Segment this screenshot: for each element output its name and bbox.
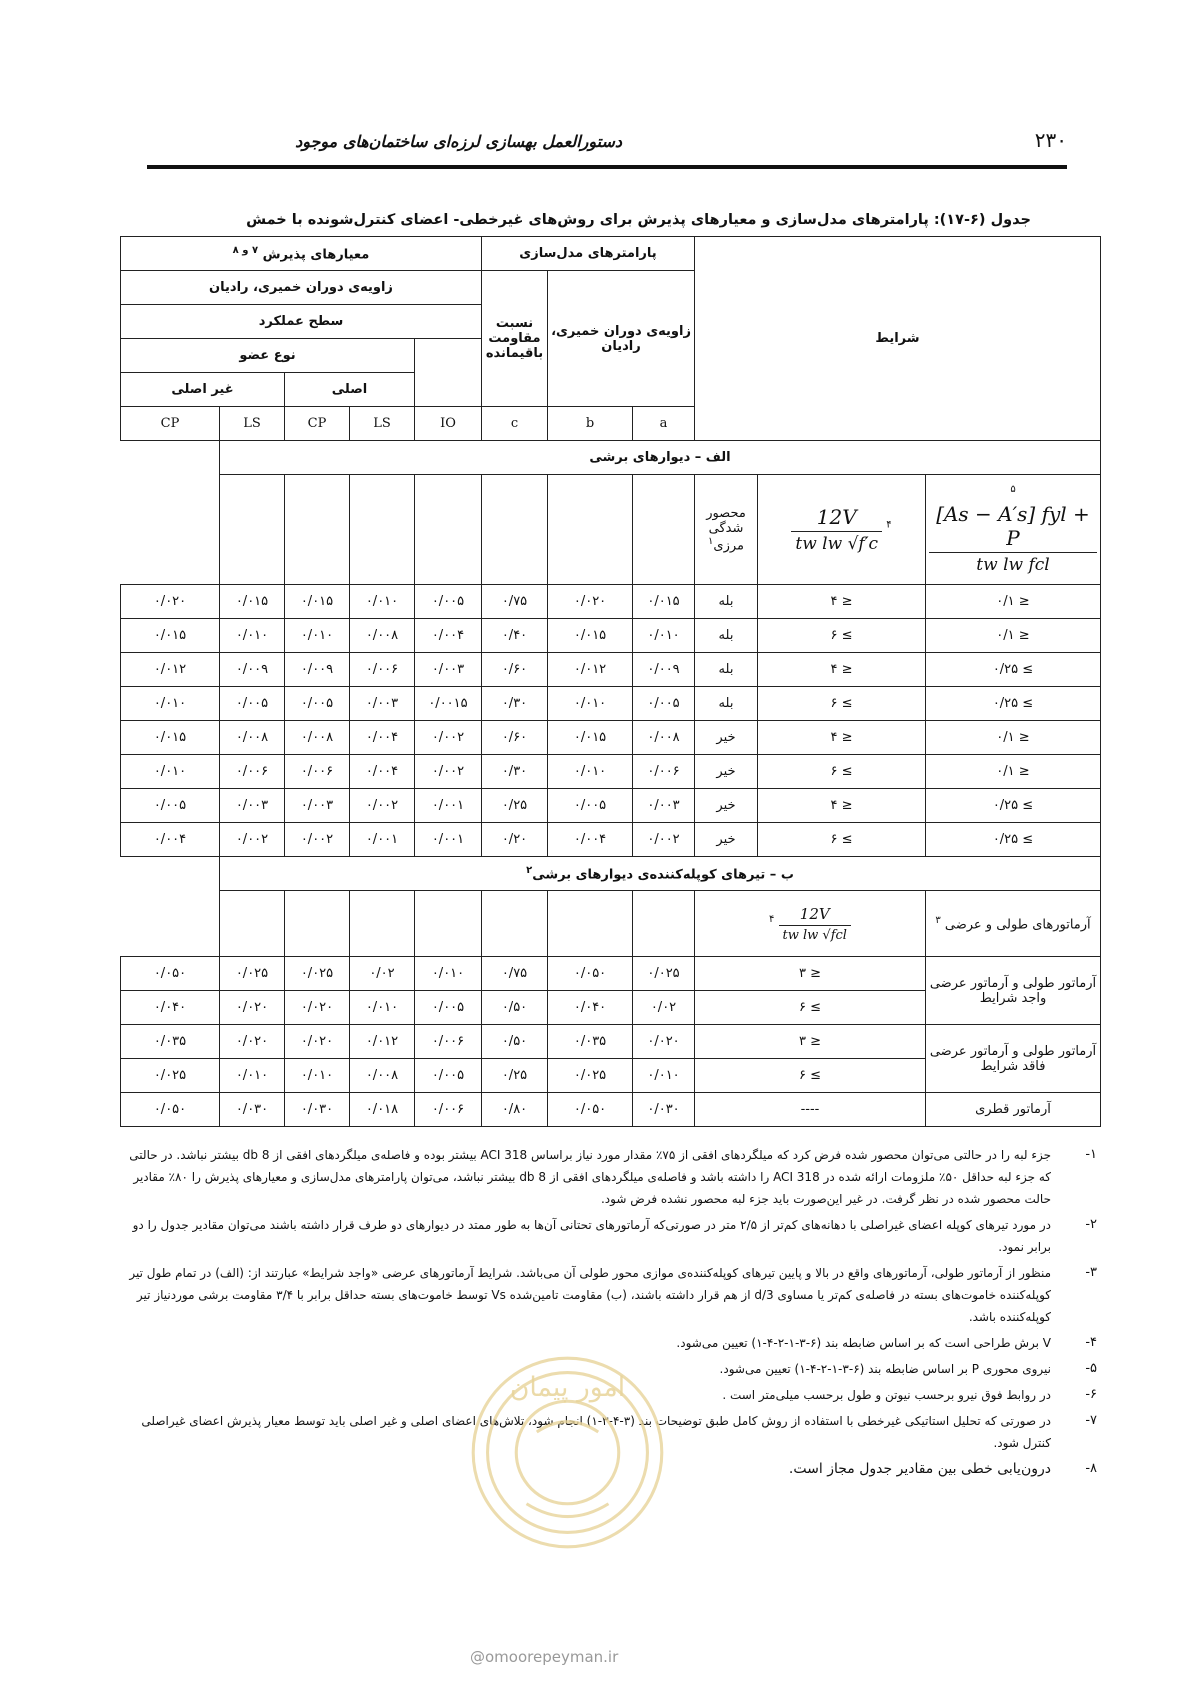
value-cell-io: ۰/۰۰۲ xyxy=(414,755,481,789)
value-cell-a: ۰/۰۲۰ xyxy=(633,1025,695,1059)
reinforcement-header xyxy=(926,891,1101,957)
value-cell-ls1: ۰/۰۰۱ xyxy=(349,823,414,857)
value-cell-ls1: ۰/۰۰۳ xyxy=(349,687,414,721)
value-cell-c: ۰/۳۰ xyxy=(481,687,547,721)
confined-cell: خیر xyxy=(695,755,758,789)
table-row xyxy=(121,1093,1101,1127)
shear-ratio-cell: ≤ ۳ xyxy=(695,1025,926,1059)
shear-ratio-cell: ≥ ۶ xyxy=(758,619,926,653)
shear-ratio-cell: ≥ ۶ xyxy=(758,755,926,789)
value-cell-b: ۰/۰۱۲ xyxy=(548,653,633,687)
footnote-text: منظور از آرماتور طولی، آرماتورهای واقع در بالا و پایین تیرهای کوپله‌کننده‌ی موازی محور طولی آن می‌باشد. شرایط آرماتورهای عرضی «واجد شرایط» عبارتند از: (الف) در تمام طول تیر کوپله‌کننده خاموت‌های بسته در فاصله‌ی کم‌تر یا مساوی d/3 از هم قرار داشته باشند، (ب) مقاومت تامین‌شده Vs توسط خاموت‌های بسته حداقل برابر با ۳/۴ مقاومت برشی موردنیاز تیر کوپله‌کننده باشد. xyxy=(129,1266,1051,1324)
value-cell-cp2: ۰/۰۴۰ xyxy=(121,991,220,1025)
shear-ratio-cell: ≥ ۶ xyxy=(695,1059,926,1093)
seal-text: امور پیمان xyxy=(509,1372,626,1404)
footnote-text: نیروی محوری P بر اساس ضابطه بند (۶-۳-۱-۲-۴-۱) تعیین می‌شود. xyxy=(719,1362,1051,1376)
formula3-note: ۴ xyxy=(769,913,775,925)
value-cell-a: ۰/۰۲ xyxy=(633,991,695,1025)
value-cell-ls2: ۰/۰۲۰ xyxy=(219,991,284,1025)
section-b-title xyxy=(219,857,1100,891)
value-cell-b: ۰/۰۳۵ xyxy=(548,1025,633,1059)
value-cell-ls1: ۰/۰۰۸ xyxy=(349,619,414,653)
table-caption: جدول (۶-۱۷): پارامترهای مدل‌سازی و معیارهای پذیرش برای روش‌های غیرخطی- اعضای کنترل‌شونده با خمش xyxy=(246,212,1031,228)
col-io: IO xyxy=(414,407,481,441)
value-cell-cp1: ۰/۰۲۰ xyxy=(284,991,349,1025)
value-cell-a: ۰/۰۱۰ xyxy=(633,1059,695,1093)
value-cell-cp2: ۰/۰۵۰ xyxy=(121,957,220,991)
col-c: c xyxy=(481,407,547,441)
header-rule xyxy=(147,165,1067,169)
formula3-numerator: 12V xyxy=(779,905,851,926)
value-cell-ls1: ۰/۰۲ xyxy=(349,957,414,991)
confined-cell: بله xyxy=(695,653,758,687)
value-cell-b: ۰/۰۰۴ xyxy=(548,823,633,857)
value-cell-c: ۰/۵۰ xyxy=(481,991,547,1025)
table-row xyxy=(121,957,1101,991)
value-cell-a: ۰/۰۲۵ xyxy=(633,957,695,991)
value-cell-ls1: ۰/۰۱۲ xyxy=(349,1025,414,1059)
footnote-text: در مورد تیرهای کوپله اعضای غیراصلی با دهانه‌های کم‌تر از ۲/۵ متر در صورتی‌که آرماتورهای تحتانی آن‌ها به طور ممتد در دیوارهای دو طرف قرار داشته باشند می‌توان مقادیر جدول را دو برابر نمود. xyxy=(132,1218,1051,1254)
page-header xyxy=(147,128,1067,170)
value-cell-cp1: ۰/۰۰۳ xyxy=(284,789,349,823)
value-cell-cp1: ۰/۰۲۵ xyxy=(284,957,349,991)
shear-ratio-formula xyxy=(758,475,926,585)
value-cell-c: ۰/۵۰ xyxy=(481,1025,547,1059)
col-a: a xyxy=(633,407,695,441)
shear-ratio-cell: ≥ ۶ xyxy=(695,991,926,1025)
value-cell-a: ۰/۰۰۶ xyxy=(633,755,695,789)
col-cp-secondary: CP xyxy=(121,407,220,441)
footnote-text: در صورتی که تحلیل استاتیکی غیرخطی با استفاده از روش کامل طبق توضیحات بند (۳-۴-۳-۱) انجام شود، تلاش‌های اعضای اصلی و غیر اصلی باید توسط معیار پذیرش اعضای غیراصلی کنترل شود. xyxy=(141,1414,1051,1450)
value-cell-ls2: ۰/۰۱۵ xyxy=(219,585,284,619)
value-cell-b: ۰/۰۲۵ xyxy=(548,1059,633,1093)
value-cell-cp1: ۰/۰۱۰ xyxy=(284,619,349,653)
performance-level-header: سطح عملکرد xyxy=(121,305,482,339)
group-unqualified-label: آرماتور طولی و آرماتور عرضی فاقد شرایط xyxy=(926,1025,1101,1093)
footnote-text: V برش طراحی است که بر اساس ضابطه بند (۶-۳-۱-۲-۴-۱) تعیین می‌شود. xyxy=(676,1336,1051,1350)
conditions-header: شرایط xyxy=(695,237,1101,441)
value-cell-cp2: ۰/۰۱۵ xyxy=(121,721,220,755)
value-cell-ls2: ۰/۰۱۰ xyxy=(219,1059,284,1093)
section-b-note: ۲ xyxy=(526,864,533,876)
footnote-number: ۸- xyxy=(1085,1461,1097,1476)
value-cell-cp1: ۰/۰۳۰ xyxy=(284,1093,349,1127)
table-row xyxy=(121,1025,1101,1059)
value-cell-cp1: ۰/۰۰۹ xyxy=(284,653,349,687)
value-cell-c: ۰/۲۵ xyxy=(481,789,547,823)
residual-strength-header: نسبت مقاومت باقیمانده xyxy=(481,271,547,407)
running-title: دستورالعمل بهسازی لرزه‌ای ساختمان‌های موجود xyxy=(295,132,622,151)
value-cell-io: ۰/۰۰۴ xyxy=(414,619,481,653)
footnote-number: ۱- xyxy=(1085,1147,1097,1162)
value-cell-io: ۰/۰۰۶ xyxy=(414,1093,481,1127)
value-cell-ls2: ۰/۰۰۸ xyxy=(219,721,284,755)
formula1-denominator: tw lw fcl xyxy=(976,554,1050,575)
value-cell-ls1: ۰/۰۱۰ xyxy=(349,585,414,619)
shear-ratio-cell: ≥ ۶ xyxy=(758,823,926,857)
value-cell-ls2: ۰/۰۰۵ xyxy=(219,687,284,721)
confined-label: محصور شدگی مرزی xyxy=(706,505,746,554)
value-cell-io: ۰/۰۰۵ xyxy=(414,585,481,619)
footnote-number: ۳- xyxy=(1085,1265,1097,1280)
value-cell-cp1: ۰/۰۰۸ xyxy=(284,721,349,755)
col-ls-primary: LS xyxy=(349,407,414,441)
section-a-title: الف – دیوارهای برشی xyxy=(219,441,1100,475)
footnote xyxy=(120,1144,1101,1210)
confined-cell: بله xyxy=(695,687,758,721)
formula1-numerator: [As − A′s] fyl + P xyxy=(929,502,1097,553)
axial-ratio-cell: ≥ ۰/۲۵ xyxy=(926,653,1101,687)
value-cell-cp2: ۰/۰۱۲ xyxy=(121,653,220,687)
value-cell-io: ۰/۰۰۱ xyxy=(414,789,481,823)
footnote-number: ۷- xyxy=(1085,1413,1097,1428)
footnote-text: در روابط فوق نیرو برحسب نیوتن و طول برحسب میلی‌متر است . xyxy=(722,1388,1051,1402)
confined-header xyxy=(695,475,758,585)
footnote-number: ۲- xyxy=(1085,1217,1097,1232)
col-cp-primary: CP xyxy=(284,407,349,441)
footnote-number: ۶- xyxy=(1085,1387,1097,1402)
table-row xyxy=(121,653,1101,687)
axial-ratio-formula xyxy=(926,475,1101,585)
value-cell-b: ۰/۰۵۰ xyxy=(548,1093,633,1127)
value-cell-io: ۰/۰۱۰ xyxy=(414,957,481,991)
reinforcement-label: آرماتورهای طولی و عرضی xyxy=(944,917,1091,933)
confined-cell: خیر xyxy=(695,823,758,857)
value-cell-c: ۰/۶۰ xyxy=(481,653,547,687)
shear-ratio-cell: ≤ ۴ xyxy=(758,653,926,687)
axial-ratio-cell: ≤ ۰/۱ xyxy=(926,721,1101,755)
secondary-header: غیر اصلی xyxy=(121,373,285,407)
value-cell-ls1: ۰/۰۱۰ xyxy=(349,991,414,1025)
footnote-text: جزء لبه را در حالتی می‌توان محصور شده فرض کرد که میلگردهای افقی از ۷۵٪ مقدار مورد نیاز براساس ACI 318 بیشتر بوده و فاصله‌ی میلگردهای افقی از 8 db بیشتر نباشد. در حالتی که جزء لبه حداقل ۵۰٪ ملزومات ارائه شده در ACI 318 را داشته باشد و فاصله‌ی میلگردهای افقی از 8 db بیشتر نباشد، می‌توان پارامترهای مدل‌سازی و معیارهای پذیرش را ۸۰٪ مقادیر حالت محصور شده در نظر گرفت. در غیر این‌صورت باید جزء لبه محصور نشده فرض شود. xyxy=(129,1148,1051,1206)
shear-ratio-cell: ≥ ۶ xyxy=(758,687,926,721)
reinforcement-note: ۳ xyxy=(935,914,941,926)
axial-ratio-cell: ≥ ۰/۲۵ xyxy=(926,823,1101,857)
axial-ratio-cell: ≤ ۰/۱ xyxy=(926,585,1101,619)
value-cell-b: ۰/۰۱۰ xyxy=(548,687,633,721)
value-cell-a: ۰/۰۰۲ xyxy=(633,823,695,857)
axial-ratio-cell: ≤ ۰/۱ xyxy=(926,755,1101,789)
value-cell-ls1: ۰/۰۰۸ xyxy=(349,1059,414,1093)
footnote-text: درون‌یابی خطی بین مقادیر جدول مجاز است. xyxy=(788,1461,1051,1477)
coupling-shear-formula xyxy=(695,891,926,957)
criteria-table xyxy=(120,236,1101,1127)
footnote-number: ۵- xyxy=(1085,1361,1097,1376)
confined-cell: بله xyxy=(695,585,758,619)
value-cell-io: ۰/۰۰۵ xyxy=(414,991,481,1025)
value-cell-ls2: ۰/۰۰۲ xyxy=(219,823,284,857)
value-cell-io: ۰/۰۰۲ xyxy=(414,721,481,755)
value-cell-io: ۰/۰۰۵ xyxy=(414,1059,481,1093)
value-cell-b: ۰/۰۱۰ xyxy=(548,755,633,789)
value-cell-c: ۰/۷۵ xyxy=(481,957,547,991)
value-cell-a: ۰/۰۰۳ xyxy=(633,789,695,823)
value-cell-cp1: ۰/۰۱۰ xyxy=(284,1059,349,1093)
value-cell-ls1: ۰/۰۰۴ xyxy=(349,755,414,789)
value-cell-c: ۰/۳۰ xyxy=(481,755,547,789)
value-cell-c: ۰/۴۰ xyxy=(481,619,547,653)
value-cell-cp2: ۰/۰۱۰ xyxy=(121,755,220,789)
value-cell-a: ۰/۰۰۵ xyxy=(633,687,695,721)
publisher-seal-watermark xyxy=(465,1350,670,1555)
value-cell-b: ۰/۰۰۵ xyxy=(548,789,633,823)
shear-ratio-cell: ≤ ۴ xyxy=(758,789,926,823)
section-b-rows xyxy=(121,957,1101,1127)
value-cell-a: ۰/۰۳۰ xyxy=(633,1093,695,1127)
value-cell-io: ۰/۰۰۱ xyxy=(414,823,481,857)
shear-ratio-cell: ---- xyxy=(695,1093,926,1127)
value-cell-a: ۰/۰۰۸ xyxy=(633,721,695,755)
value-cell-cp2: ۰/۰۰۴ xyxy=(121,823,220,857)
formula2-numerator: 12V xyxy=(791,505,882,532)
table-row xyxy=(121,823,1101,857)
value-cell-b: ۰/۰۴۰ xyxy=(548,991,633,1025)
value-cell-ls2: ۰/۰۰۳ xyxy=(219,789,284,823)
value-cell-ls1: ۰/۰۰۲ xyxy=(349,789,414,823)
value-cell-c: ۰/۶۰ xyxy=(481,721,547,755)
value-cell-cp2: ۰/۰۳۵ xyxy=(121,1025,220,1059)
shear-ratio-cell: ≤ ۴ xyxy=(758,721,926,755)
value-cell-b: ۰/۰۲۰ xyxy=(548,585,633,619)
table-row xyxy=(121,619,1101,653)
axial-ratio-cell: ≥ ۰/۲۵ xyxy=(926,687,1101,721)
confined-cell: خیر xyxy=(695,721,758,755)
footnote-number: ۴- xyxy=(1085,1335,1097,1350)
value-cell-b: ۰/۰۵۰ xyxy=(548,957,633,991)
table-row xyxy=(121,721,1101,755)
group-qualified-label: آرماتور طولی و آرماتور عرضی واجد شرایط xyxy=(926,957,1101,1025)
formula2-denominator: tw lw √f′c xyxy=(795,534,879,554)
value-cell-cp1: ۰/۰۰۶ xyxy=(284,755,349,789)
value-cell-a: ۰/۰۱۰ xyxy=(633,619,695,653)
value-cell-a: ۰/۰۱۵ xyxy=(633,585,695,619)
formula1-note: ۵ xyxy=(1010,484,1016,496)
table-row xyxy=(121,789,1101,823)
plastic-rotation-header: زاویه‌ی دوران خمیری، رادیان xyxy=(548,271,695,407)
value-cell-ls1: ۰/۰۰۴ xyxy=(349,721,414,755)
shear-ratio-cell: ≤ ۳ xyxy=(695,957,926,991)
confined-cell: خیر xyxy=(695,789,758,823)
value-cell-cp1: ۰/۰۰۵ xyxy=(284,687,349,721)
diagonal-label: آرماتور قطری xyxy=(926,1093,1101,1127)
confined-note: ۱ xyxy=(708,535,714,547)
value-cell-ls2: ۰/۰۰۹ xyxy=(219,653,284,687)
value-cell-cp2: ۰/۰۵۰ xyxy=(121,1093,220,1127)
value-cell-c: ۰/۲۵ xyxy=(481,1059,547,1093)
value-cell-cp2: ۰/۰۲۰ xyxy=(121,585,220,619)
value-cell-b: ۰/۰۱۵ xyxy=(548,721,633,755)
formula2-note: ۴ xyxy=(886,519,892,531)
shear-ratio-cell: ≤ ۴ xyxy=(758,585,926,619)
value-cell-a: ۰/۰۰۹ xyxy=(633,653,695,687)
page-number: ۲۳۰ xyxy=(1034,128,1067,152)
footnote xyxy=(120,1214,1101,1258)
table-row xyxy=(121,687,1101,721)
value-cell-ls1: ۰/۰۱۸ xyxy=(349,1093,414,1127)
table-row xyxy=(121,755,1101,789)
value-cell-ls2: ۰/۰۰۶ xyxy=(219,755,284,789)
value-cell-c: ۰/۷۵ xyxy=(481,585,547,619)
col-b: b xyxy=(548,407,633,441)
formula3-denominator: tw lw √fcl xyxy=(782,927,847,943)
acceptance-header xyxy=(121,237,482,271)
value-cell-ls2: ۰/۰۳۰ xyxy=(219,1093,284,1127)
value-cell-b: ۰/۰۱۵ xyxy=(548,619,633,653)
section-b-title-text: ب – تیرهای کوپله‌کننده‌ی دیوارهای برشی xyxy=(532,867,794,883)
acceptance-rotation-header: زاویه‌ی دوران خمیری، رادیان xyxy=(121,271,482,305)
value-cell-c: ۰/۲۰ xyxy=(481,823,547,857)
section-a-rows xyxy=(121,585,1101,857)
member-type-header: نوع عضو xyxy=(121,339,415,373)
confined-cell: بله xyxy=(695,619,758,653)
footnote xyxy=(120,1262,1101,1328)
value-cell-io: ۰/۰۰۶ xyxy=(414,1025,481,1059)
value-cell-cp1: ۰/۰۰۲ xyxy=(284,823,349,857)
io-spacer xyxy=(414,339,481,407)
axial-ratio-cell: ≤ ۰/۱ xyxy=(926,619,1101,653)
modeling-params-header: پارامترهای مدل‌سازی xyxy=(481,237,694,271)
value-cell-cp2: ۰/۰۱۰ xyxy=(121,687,220,721)
value-cell-c: ۰/۸۰ xyxy=(481,1093,547,1127)
value-cell-cp2: ۰/۰۲۵ xyxy=(121,1059,220,1093)
value-cell-io: ۰/۰۰۳ xyxy=(414,653,481,687)
acceptance-label: معیارهای پذیرش xyxy=(262,247,370,263)
value-cell-io: ۰/۰۰۱۵ xyxy=(414,687,481,721)
primary-header: اصلی xyxy=(284,373,414,407)
axial-ratio-cell: ≥ ۰/۲۵ xyxy=(926,789,1101,823)
value-cell-cp2: ۰/۰۱۵ xyxy=(121,619,220,653)
value-cell-ls2: ۰/۰۲۵ xyxy=(219,957,284,991)
value-cell-cp1: ۰/۰۲۰ xyxy=(284,1025,349,1059)
value-cell-ls1: ۰/۰۰۶ xyxy=(349,653,414,687)
value-cell-cp2: ۰/۰۰۵ xyxy=(121,789,220,823)
value-cell-ls2: ۰/۰۱۰ xyxy=(219,619,284,653)
col-ls-secondary: LS xyxy=(219,407,284,441)
site-watermark: @omoorepeyman.ir xyxy=(470,1648,619,1666)
table-row xyxy=(121,585,1101,619)
value-cell-cp1: ۰/۰۱۵ xyxy=(284,585,349,619)
value-cell-ls2: ۰/۰۲۰ xyxy=(219,1025,284,1059)
acceptance-note: ۷ و ۸ xyxy=(232,244,259,256)
